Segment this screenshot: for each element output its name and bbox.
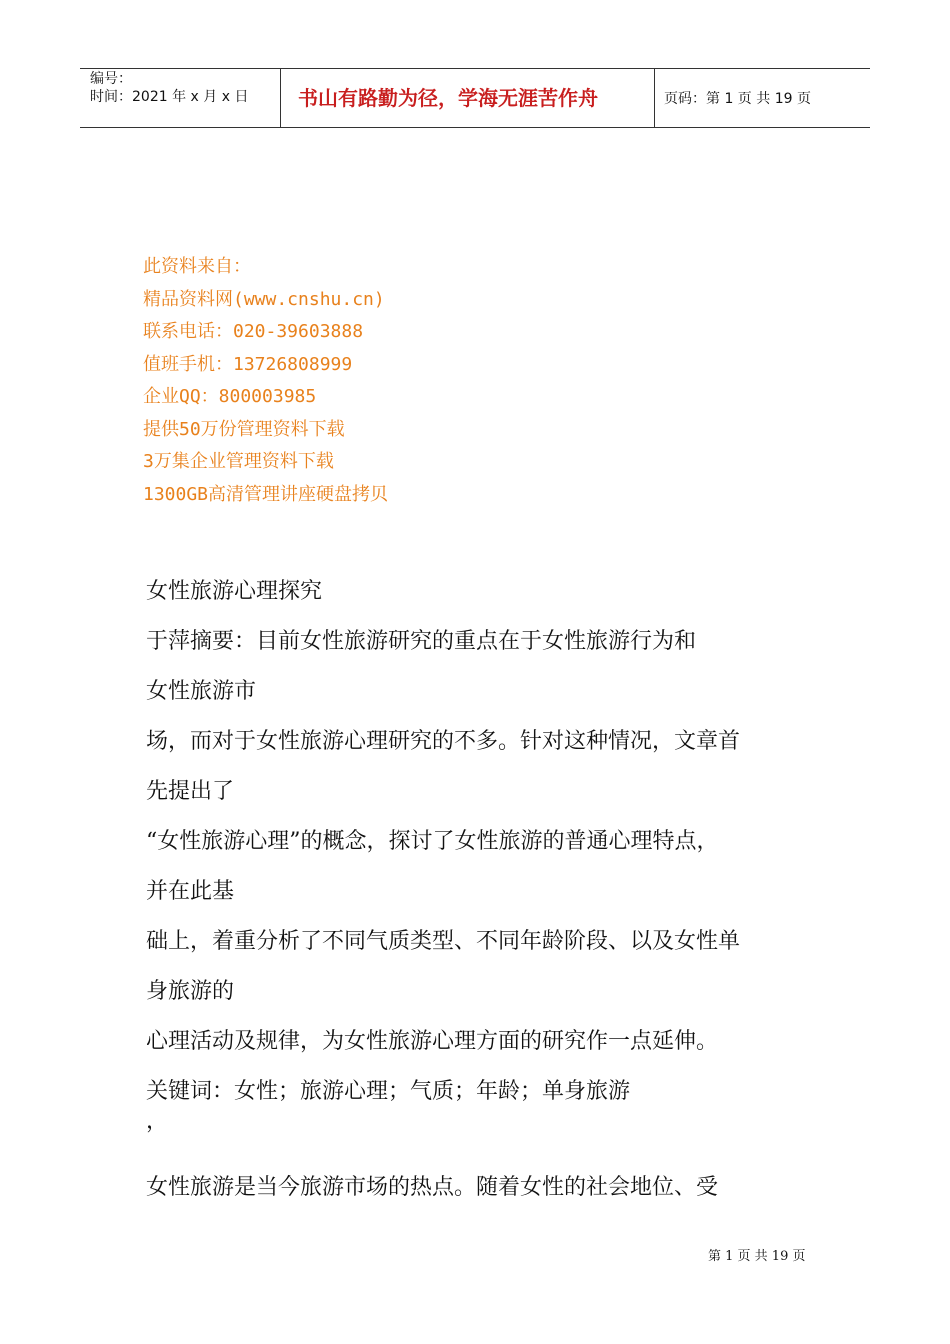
source-line: 精品资料网(www.cnshu.cn): [143, 288, 385, 310]
article-body: [146, 574, 826, 1220]
document-date-label: 时间：2021 年 x 月 x 日: [90, 89, 249, 105]
document-number-label: 编号：: [90, 71, 132, 87]
article-line: 女性旅游是当今旅游市场的热点。随着女性的社会地位、受: [146, 1175, 719, 1200]
header-page-cell: [654, 69, 870, 127]
article-line: 身旅游的: [146, 979, 235, 1004]
article-line: 女性旅游市: [146, 679, 257, 704]
source-line: 提供50万份管理资料下载: [143, 418, 345, 440]
article-line: 先提出了: [146, 779, 235, 804]
article-line: 心理活动及规律，为女性旅游心理方面的研究作一点延伸。: [146, 1029, 719, 1054]
page-header: [80, 68, 870, 128]
article-line: ，: [146, 1109, 169, 1134]
header-meta-cell: [80, 69, 281, 127]
page-footer-number: 第 1 页 共 19 页: [708, 1249, 806, 1264]
source-line: 3万集企业管理资料下载: [143, 451, 334, 472]
header-motto: 书山有路勤为径，学海无涯苦作舟: [298, 86, 598, 110]
article-title: 女性旅游心理探究: [146, 579, 323, 604]
source-line: 企业QQ：800003985: [143, 386, 317, 407]
header-page-number: 页码：第 1 页 共 19 页: [664, 91, 811, 107]
source-line: 1300GB高清管理讲座硬盘拷贝: [143, 483, 389, 505]
article-line: 础上，着重分析了不同气质类型、不同年龄阶段、以及女性单: [146, 929, 741, 954]
article-line: 并在此基: [146, 879, 235, 904]
article-line: 场，而对于女性旅游心理研究的不多。针对这种情况，文章首: [146, 729, 741, 754]
keywords-line: 关键词：女性；旅游心理；气质；年龄；单身旅游: [146, 1079, 631, 1104]
article-line: “女性旅游心理”的概念，探讨了女性旅游的普通心理特点，: [146, 829, 719, 854]
header-motto-cell: [280, 69, 655, 127]
source-info-block: [143, 251, 388, 511]
article-line: 于萍摘要：目前女性旅游研究的重点在于女性旅游行为和: [146, 629, 697, 654]
source-line: 此资料来自：: [143, 256, 251, 277]
source-line: 值班手机：13726808999: [143, 353, 353, 375]
source-line: 联系电话：020-39603888: [143, 321, 364, 342]
